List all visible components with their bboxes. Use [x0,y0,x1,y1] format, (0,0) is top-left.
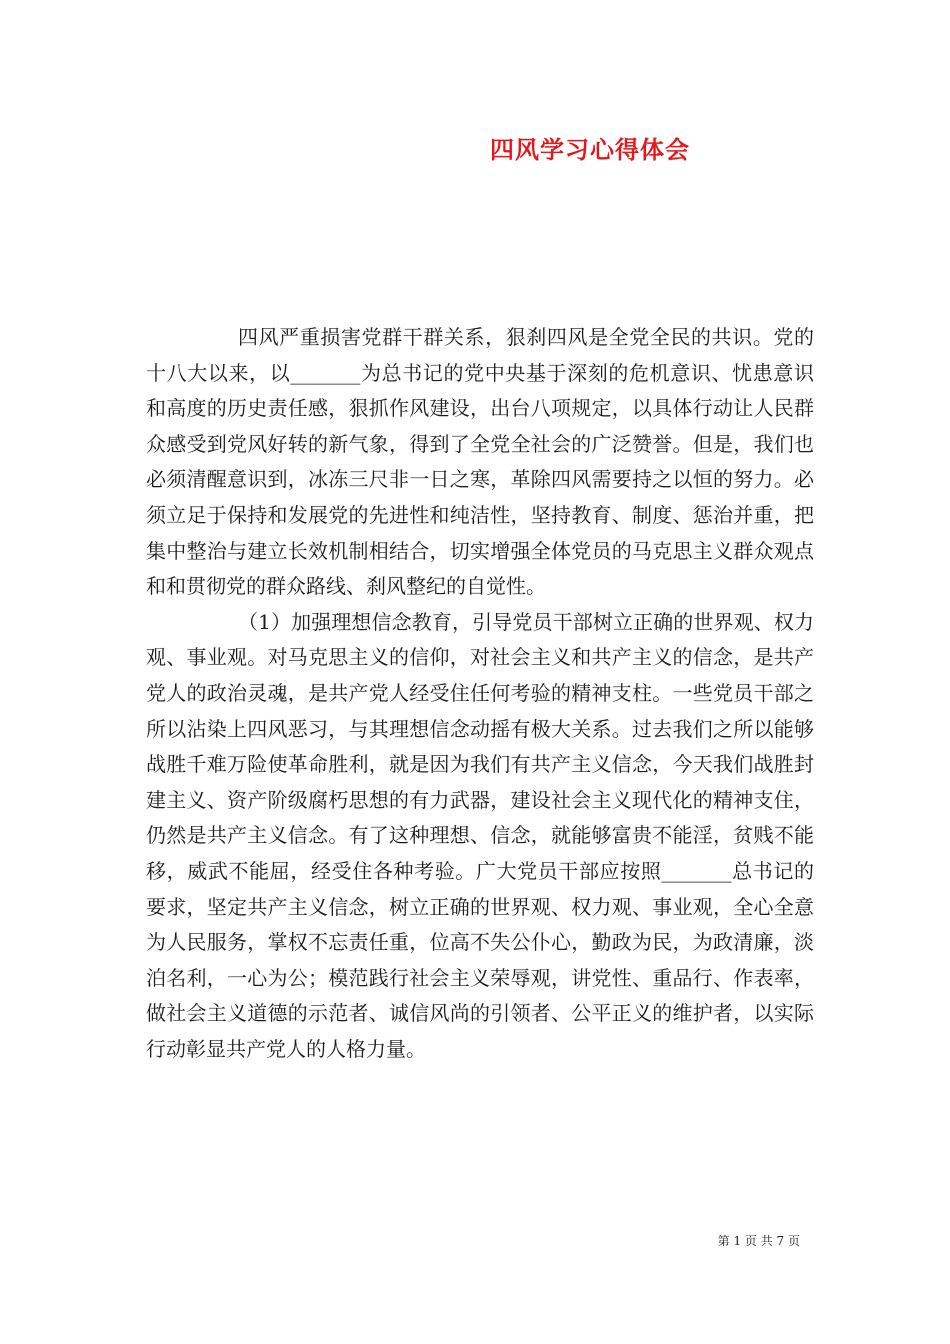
paragraph-intro: 四风严重损害党群干群关系，狠刹四风是全党全民的共识。党的十八大以来，以_______为总书记的党中央基于深刻的危机意识、忧患意识和高度的历史责任感，狠抓作风建设，出台八项规定，以具体行动让人民群众感受到党风好转的新气象，得到了全党全社会的广泛赞誉。但是，我们也必须清醒意识到，冰冻三尺非一日之寒，革除四风需要持之以恒的努力。必须立足于保持和发展党的先进性和纯洁性，坚持教育、制度、惩治并重，把集中整治与建立长效机制相结合，切实增强全体党员的马克思主义群众观点和和贯彻党的群众路线、刹风整纪的自觉性。 [146,325,814,599]
page-number: 第 1 页 共 7 页 [717,1234,800,1248]
paragraph-section-1: （1）加强理想信念教育，引导党员干部树立正确的世界观、权力观、事业观。对马克思主义的信仰，对社会主义和共产主义的信念，是共产党人的政治灵魂，是共产党人经受住任何考验的精神支柱。一些党员干部之所以沾染上四风恶习，与其理想信念动摇有极大关系。过去我们之所以能够战胜千难万险使革命胜利，就是因为我们有共产主义信念，今天我们战胜封建主义、资产阶级腐朽思想的有力武器，建设社会主义现代化的精神支住，仍然是共产主义信念。有了这种理想、信念，就能够富贵不能淫，贫贱不能移，威武不能屈，经受住各种考验。广大党员干部应按照_______总书记的要求，坚定共产主义信念，树立正确的世界观、权力观、事业观，全心全意为人民服务，掌权不忘责任重，位高不失公仆心，勤政为民，为政清廉，淡泊名利，一心为公；模范践行社会主义荣辱观，讲党性、重品行、作表率，做社会主义道德的示范者、诚信风尚的引领者、公平正义的维护者，以实际行动彰显共产党人的人格力量。 [146,609,814,1061]
document-title: 四风学习心得体会 [490,135,690,164]
document-body [146,320,814,1067]
